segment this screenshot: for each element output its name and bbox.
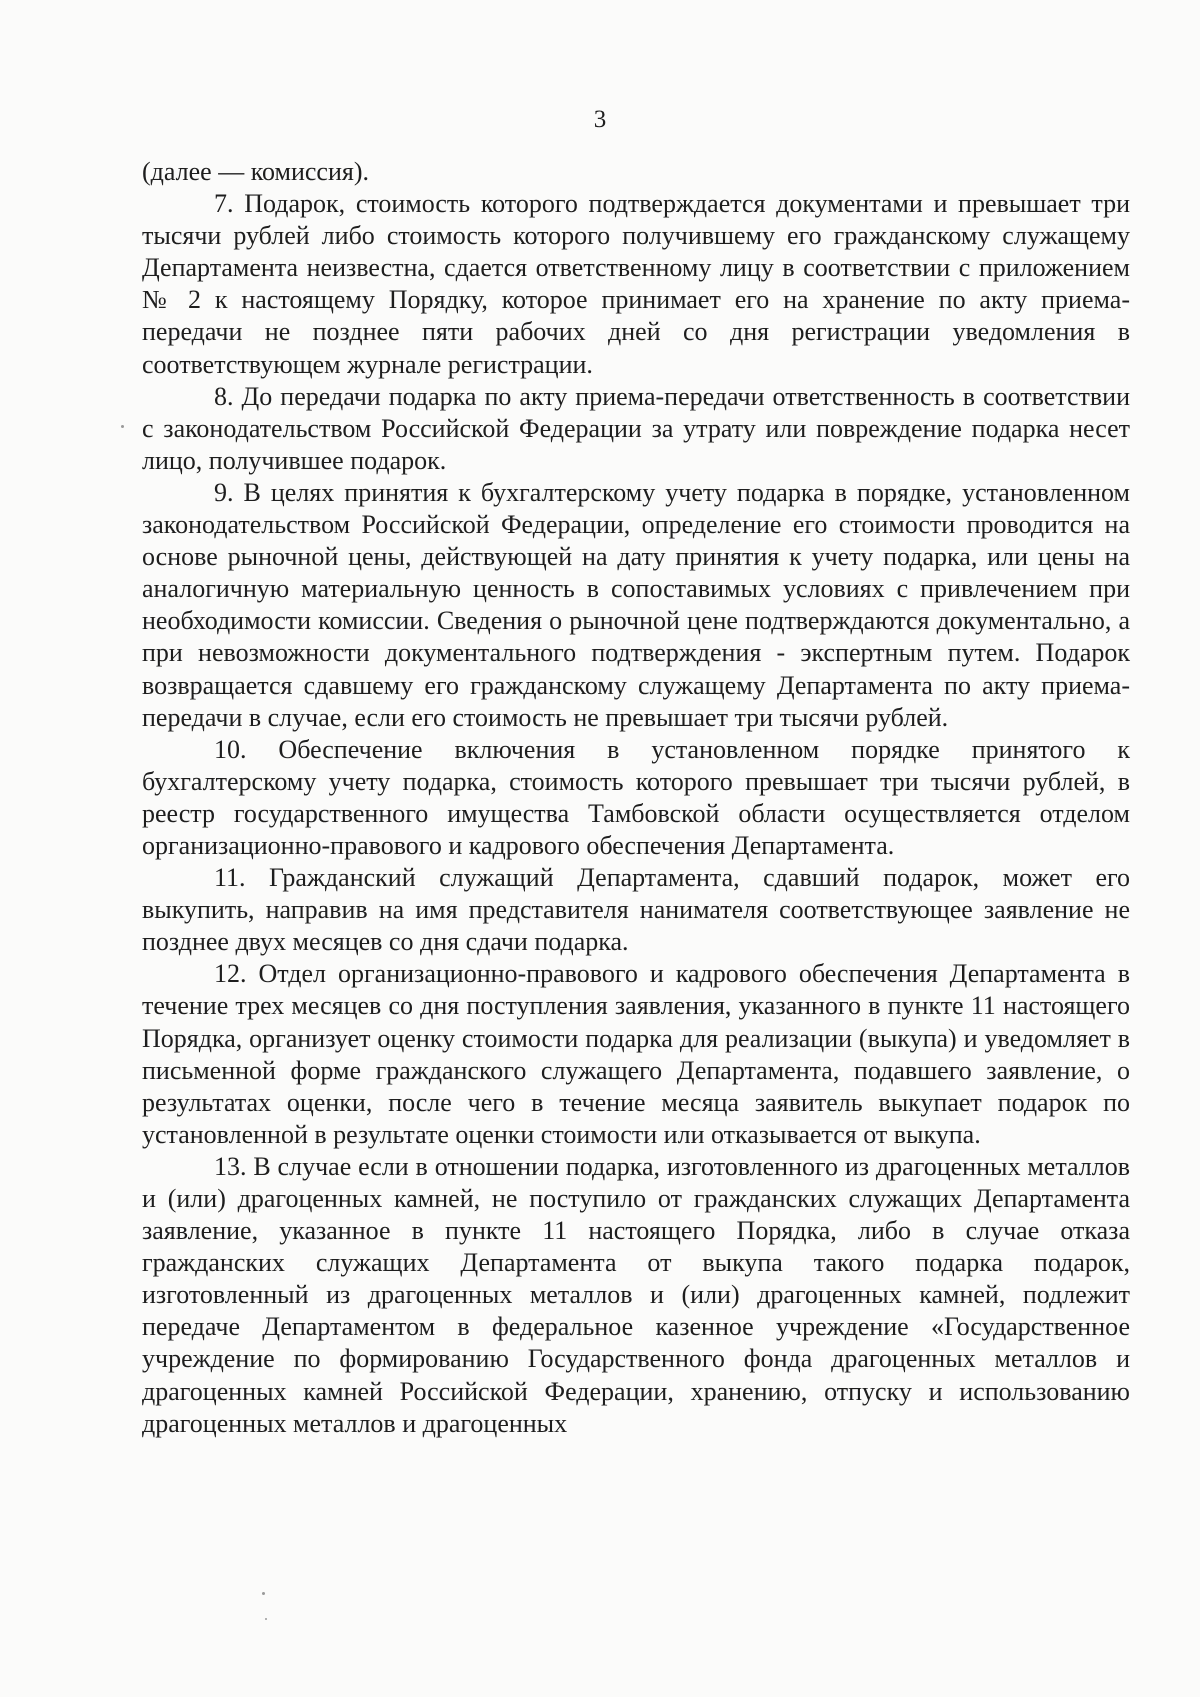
scan-speck bbox=[121, 425, 124, 428]
page-number: 3 bbox=[593, 106, 607, 133]
scan-speck bbox=[262, 1592, 265, 1595]
paragraph-continuation: (далее — комиссия). bbox=[142, 157, 370, 186]
scan-speck bbox=[265, 1618, 267, 1620]
paragraph-7: 7. Подарок, стоимость которого подтверждается документами и превышает три тысячи рублей либо стоимость которого получившему его гражданскому служащему Департамента неизвестна, сдается ответственному лицу в соответствии с приложением № 2 к настоящему Порядку, которое принимает его на хранение по акту приема-передачи не позднее пяти рабочих дней со дня регистрации уведомления в соответствующем журнале регистрации. bbox=[142, 189, 1130, 379]
paragraph-8: 8. До передачи подарка по акту приема-передачи ответственность в соответствии с законодательством Российской Федерации за утрату или повреждение подарка несет лицо, получившее подарок. bbox=[142, 381, 1130, 475]
document-body bbox=[142, 156, 1130, 1440]
paragraph-11: 11. Гражданский служащий Департамента, сдавший подарок, может его выкупить, направив на имя представителя нанимателя соответствующее заявление не позднее двух месяцев со дня сдачи подарка. bbox=[142, 863, 1130, 957]
paragraph-9: 9. В целях принятия к бухгалтерскому учету подарка в порядке, установленном законодательством Российской Федерации, определение его стоимости проводится на основе рыночной цены, действующей на дату принятия к учету подарка, или цены на аналогичную материальную ценность в сопоставимых условиях с привлечением при необходимости комиссии. Сведения о рыночной цене подтверждаются документально, а при невозможности документального подтверждения - экспертным путем. Подарок возвращается сдавшему его гражданскому служащему Департамента по акту приема-передачи в случае, если его стоимость не превышает три тысячи рублей. bbox=[142, 477, 1130, 732]
paragraph-13: 13. В случае если в отношении подарка, изготовленного из драгоценных металлов и (или) драгоценных камней, не поступило от гражданских служащих Департамента заявление, указанное в пункте 11 настоящего Порядка, либо в случае отказа гражданских служащих Департамента от выкупа такого подарка подарок, изготовленный из драгоценных металлов и (или) драгоценных камней, подлежит передаче Департаментом в федеральное казенное учреждение «Государственное учреждение по формированию Государственного фонда драгоценных металлов и драгоценных камней Российской Федерации, хранению, отпуску и использованию драгоценных металлов и драгоценных bbox=[142, 1151, 1130, 1438]
paragraph-10: 10. Обеспечение включения в установленном порядке принятого к бухгалтерскому учету подарка, стоимость которого превышает три тысячи рублей, в реестр государственного имущества Тамбовской области осуществляется отделом организационно-правового и кадрового обеспечения Департамента. bbox=[142, 734, 1130, 860]
paragraph-12: 12. Отдел организационно-правового и кадрового обеспечения Департамента в течение трех месяцев со дня поступления заявления, указанного в пункте 11 настоящего Порядка, организует оценку стоимости подарка для реализации (выкупа) и уведомляет в письменной форме гражданского служащего Департамента, подавшего заявление, о результатах оценки, после чего в течение месяца заявитель выкупает подарок по установленной в результате оценки стоимости или отказывается от выкупа. bbox=[142, 959, 1130, 1149]
